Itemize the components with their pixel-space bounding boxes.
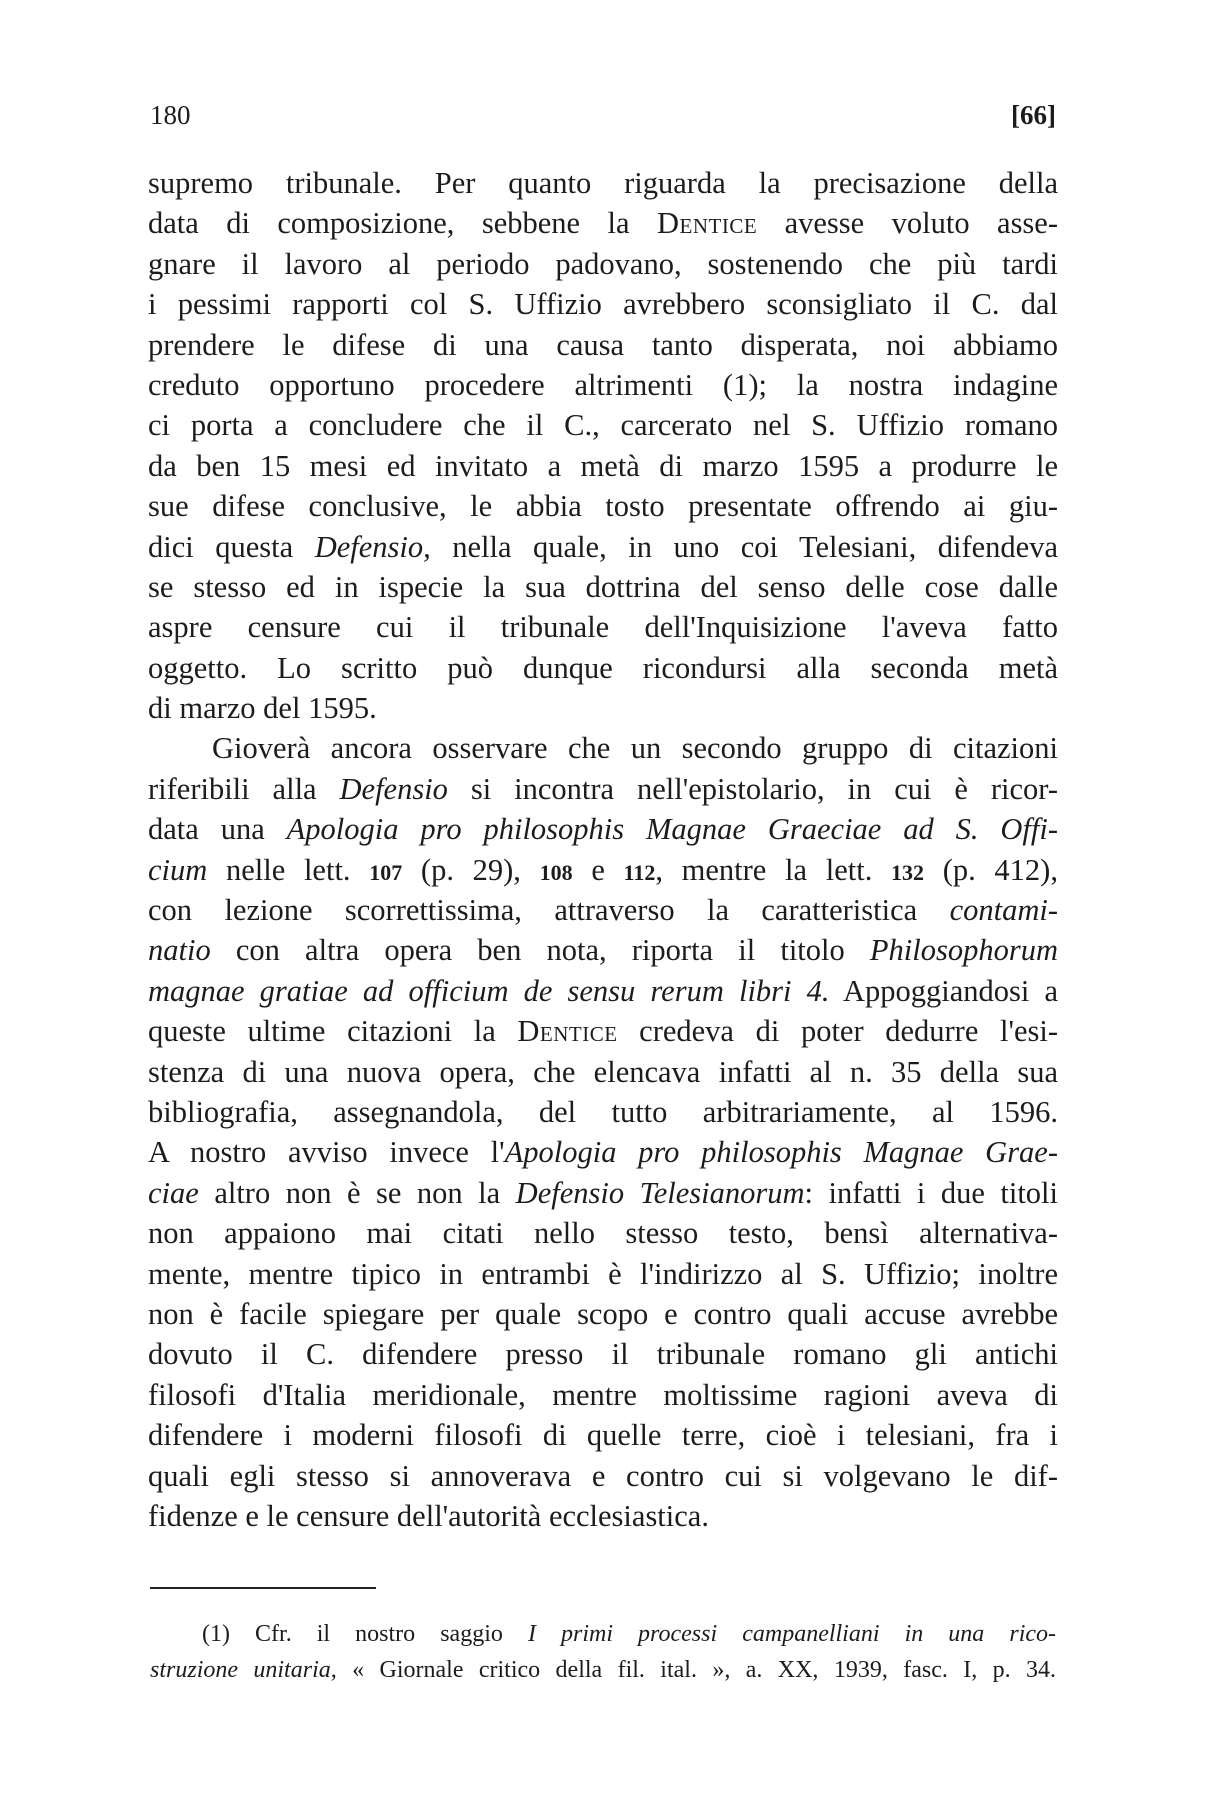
page-number: 180 xyxy=(150,100,191,130)
work-title: ciae xyxy=(148,1175,199,1210)
text-line: data una Apologia pro philosophis Magnae Graeciae ad S. Offi- xyxy=(148,812,1058,847)
text-line: quali egli stesso si annoverava e contro cui si volgevano le dif- xyxy=(148,1458,1058,1493)
main-text xyxy=(148,163,1058,1536)
text-line: se stesso ed in ispecie la sua dottrina del senso delle cose dalle xyxy=(148,569,1058,604)
text-line: bibliografia, assegnandola, del tutto arbitrariamente, al 1596. xyxy=(148,1094,1058,1129)
work-title: cium xyxy=(148,852,208,887)
text-line: fidenze e le censure dell'autorità ecclesiastica. xyxy=(148,1498,709,1533)
work-title: Apologia pro philosophis Magnae Graeciae ad S. Offi- xyxy=(286,812,1058,847)
text-line: magnae gratiae ad officium de sensu rerum libri 4. Appoggiandosi a xyxy=(148,973,1058,1008)
text-line: natio con altra opera ben nota, riporta il titolo Philosophorum xyxy=(148,933,1058,968)
italic-term: natio xyxy=(148,933,211,968)
text-line: filosofi d'Italia meridionale, mentre moltissime ragioni aveva di xyxy=(148,1377,1058,1412)
text-line: prendere le difese di una causa tanto disperata, noi abbiamo xyxy=(148,327,1058,362)
italic-term: contami- xyxy=(949,893,1058,928)
work-title: magnae gratiae ad officium de sensu rerum libri 4. xyxy=(148,973,830,1008)
work-title: Philosophorum xyxy=(869,933,1058,968)
text-line: creduto opportuno procedere altrimenti (1); la nostra indagine xyxy=(148,367,1058,402)
text-line: gnare il lavoro al periodo padovano, sostenendo che più tardi xyxy=(148,246,1058,281)
footnote-line: (1) Cfr. il nostro saggio I primi processi campanelliani in una rico- xyxy=(202,1621,1057,1647)
text-line: data di composizione, sebbene la Dentice avesse voluto asse- xyxy=(148,206,1058,241)
running-head xyxy=(150,100,1056,140)
author-name: Dentice xyxy=(656,206,758,241)
letter-number: 108 xyxy=(539,859,573,885)
text-line: da ben 15 mesi ed invitato a metà di marzo 1595 a produrre le xyxy=(148,448,1058,483)
work-title: Defensio, xyxy=(314,529,431,564)
text-line: supremo tribunale. Per quanto riguarda la precisazione della xyxy=(148,166,1058,200)
text-line: cium nelle lett. 107 (p. 29), 108 e 112, mentre la lett. 132 (p. 412), xyxy=(148,852,1058,887)
author-name: Dentice xyxy=(517,1014,618,1049)
text-line: ciae altro non è se non la Defensio Telesianorum: infatti i due titoli xyxy=(148,1175,1058,1210)
text-line: sue difese conclusive, le abbia tosto presentate offrendo ai giu- xyxy=(148,489,1058,524)
work-title: struzione unitaria, xyxy=(150,1657,337,1683)
footnote xyxy=(150,1616,1056,1688)
letter-number: 112 xyxy=(623,859,656,885)
footnote-divider xyxy=(150,1587,376,1589)
text-line: aspre censure cui il tribunale dell'Inquisizione l'aveva fatto xyxy=(148,610,1058,645)
work-title: Apologia pro philosophis Magnae Grae- xyxy=(504,1135,1059,1170)
work-title: I primi processi campanelliani in una rico- xyxy=(527,1621,1057,1647)
text-line: i pessimi rapporti col S. Uffizio avrebbero sconsigliato il C. dal xyxy=(148,287,1058,322)
work-title: Defensio Telesianorum xyxy=(515,1175,805,1210)
text-line: dici questa Defensio, nella quale, in uno coi Telesiani, difendeva xyxy=(148,529,1058,564)
text-line: con lezione scorrettissima, attraverso la caratteristica contami- xyxy=(148,893,1058,928)
text-line: mente, mentre tipico in entrambi è l'indirizzo al S. Uffizio; inoltre xyxy=(148,1256,1058,1291)
text-line: A nostro avviso invece l'Apologia pro philosophis Magnae Grae- xyxy=(148,1135,1059,1170)
text-line: stenza di una nuova opera, che elencava infatti al n. 35 della sua xyxy=(148,1054,1058,1089)
text-line: di marzo del 1595. xyxy=(148,691,377,726)
letter-number: 132 xyxy=(891,859,925,885)
original-page-number: [66] xyxy=(1011,100,1056,130)
text-line: oggetto. Lo scritto può dunque ricondursi alla seconda metà xyxy=(148,650,1058,685)
letter-number: 107 xyxy=(369,859,403,885)
work-title: Defensio xyxy=(339,771,448,806)
text-line: non è facile spiegare per quale scopo e contro quali accuse avrebbe xyxy=(148,1296,1058,1331)
text-line: riferibili alla Defensio si incontra nell'epistolario, in cui è ricor- xyxy=(148,771,1058,806)
text-line: queste ultime citazioni la Dentice credeva di poter dedurre l'esi- xyxy=(148,1014,1058,1049)
text-line: Gioverà ancora osservare che un secondo gruppo di citazioni xyxy=(212,731,1058,766)
text-line: difendere i moderni filosofi di quelle terre, cioè i telesiani, fra i xyxy=(148,1418,1058,1453)
footnote-line: struzione unitaria, « Giornale critico della fil. ital. », a. XX, 1939, fasc. I, p. 34. xyxy=(150,1657,1056,1683)
text-line: ci porta a concludere che il C., carcerato nel S. Uffizio romano xyxy=(148,408,1058,443)
text-line: non appaiono mai citati nello stesso testo, bensì alternativa- xyxy=(148,1216,1058,1251)
text-line: dovuto il C. difendere presso il tribunale romano gli antichi xyxy=(148,1337,1058,1372)
